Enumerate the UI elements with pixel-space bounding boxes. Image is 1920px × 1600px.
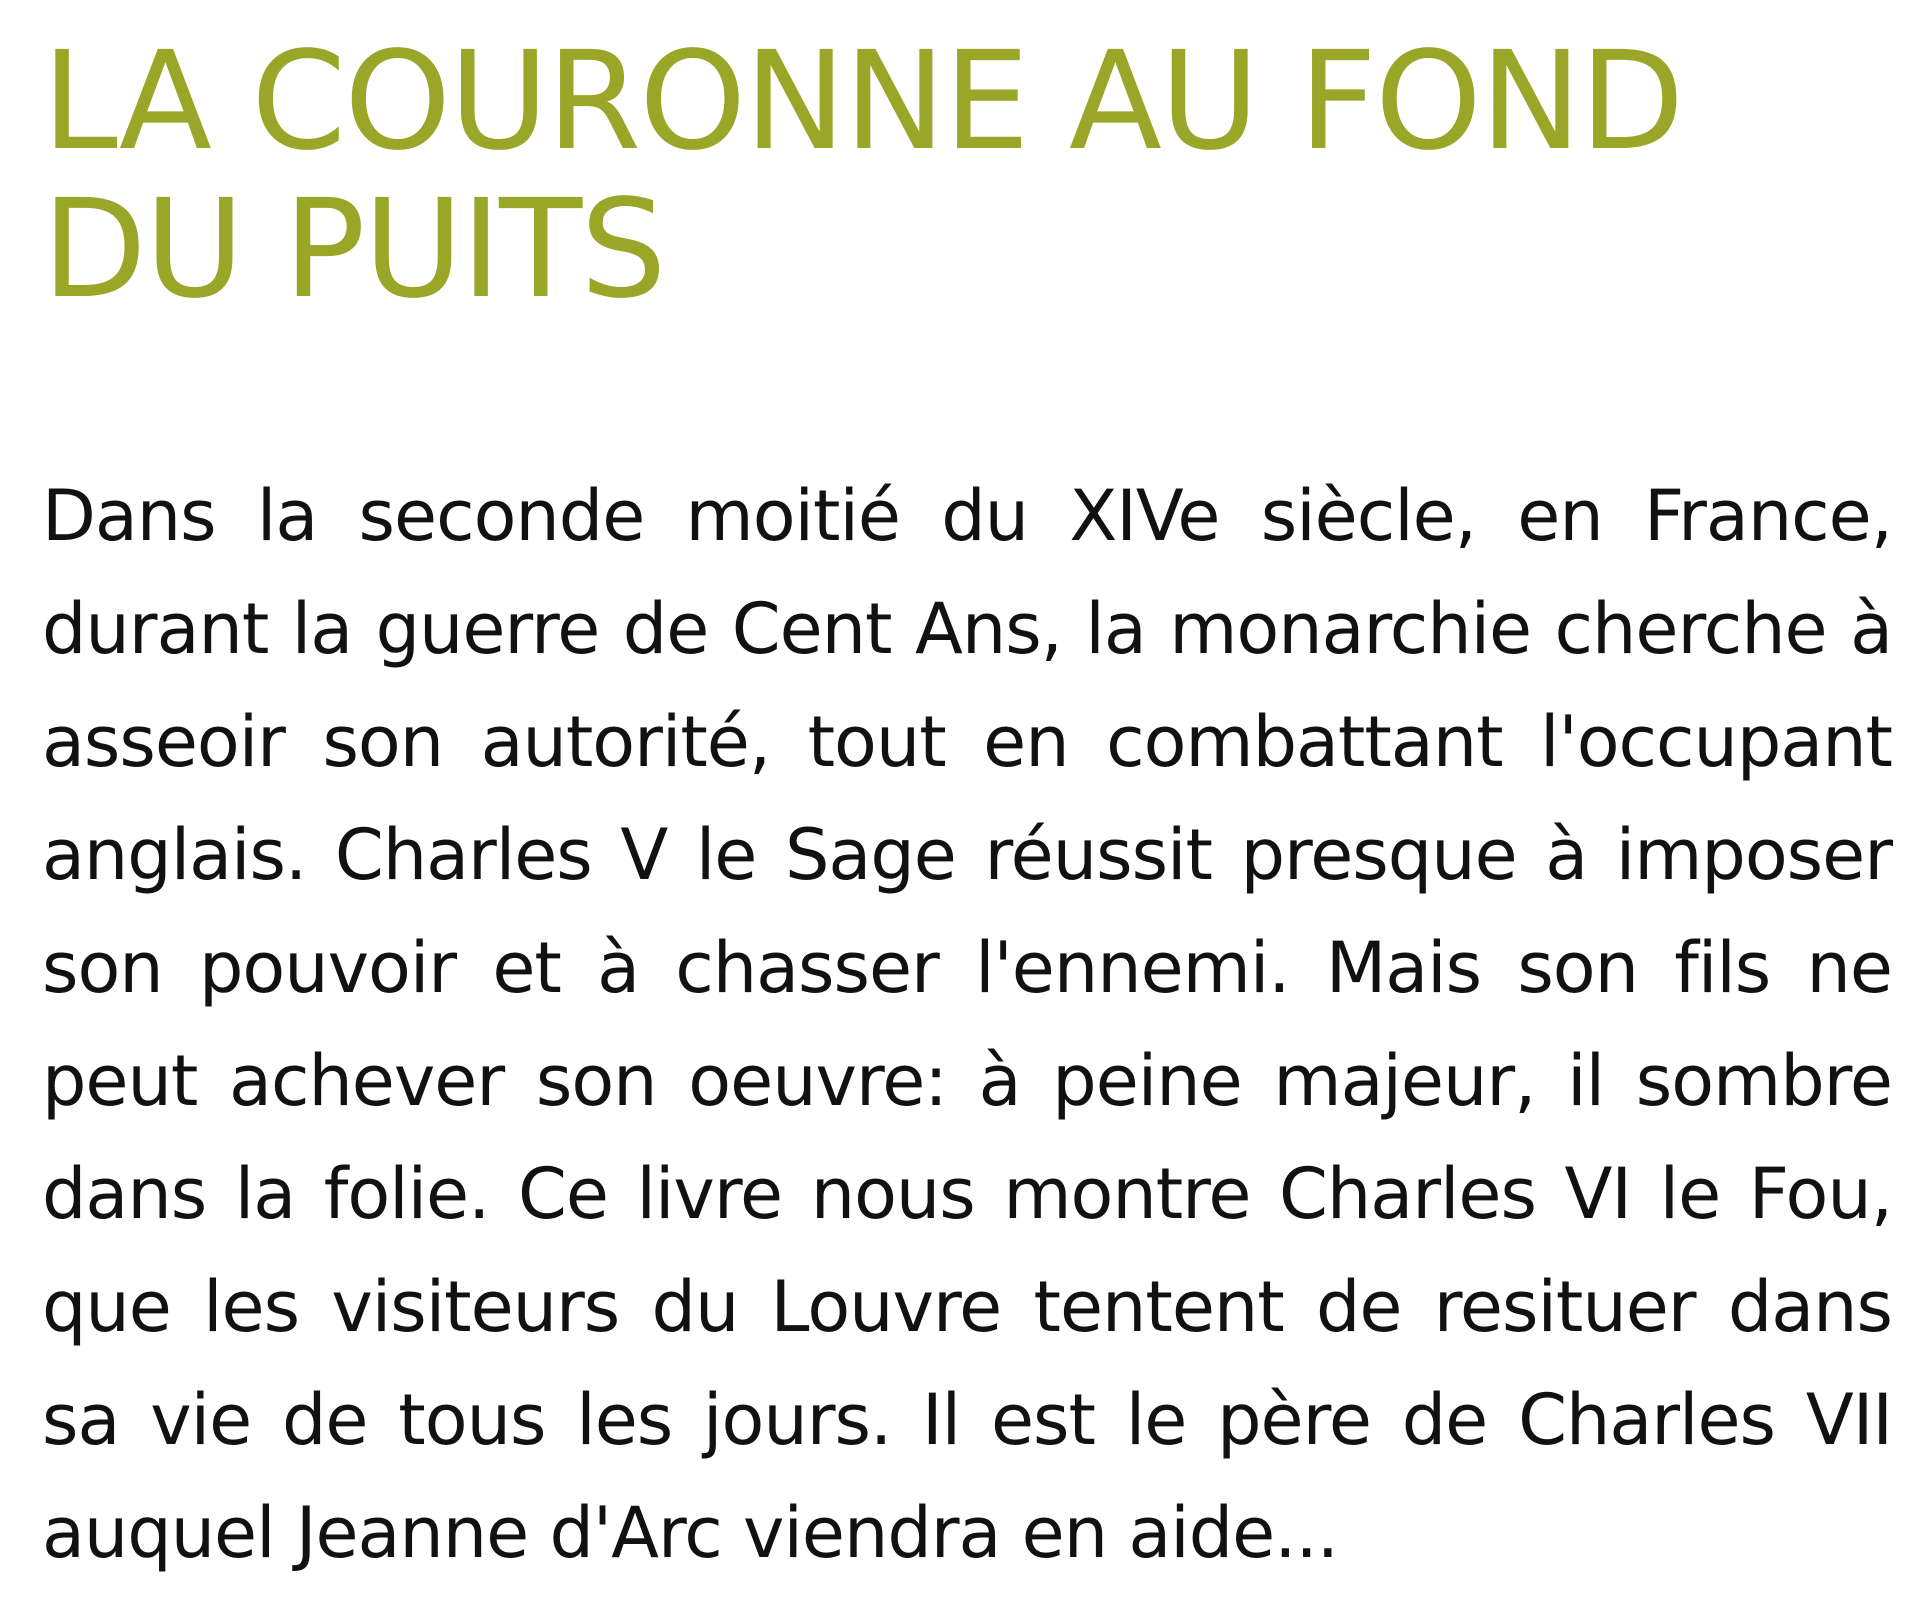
document-title: LA COURONNE AU FOND DU PUITS	[42, 23, 1683, 329]
document-body-paragraph: Dans la seconde moitié du XIVe siècle, en France, durant la guerre de Cent Ans, la monarchie cherche à asseoir son autorité, tout en combattant l'occupant anglais. Charles V le Sage réussit presque à imposer son pouvoir et à chasser l'ennemi. Mais son fils ne peut achever son oeuvre: à peine majeur, il sombre dans la folie. Ce livre nous montre Charles VI le Fou, que les visiteurs du Louvre tentent de resituer dans sa vie de tous les jours. Il est le père de Charles VII auquel Jeanne d'Arc viendra en aide...	[42, 475, 1892, 1574]
